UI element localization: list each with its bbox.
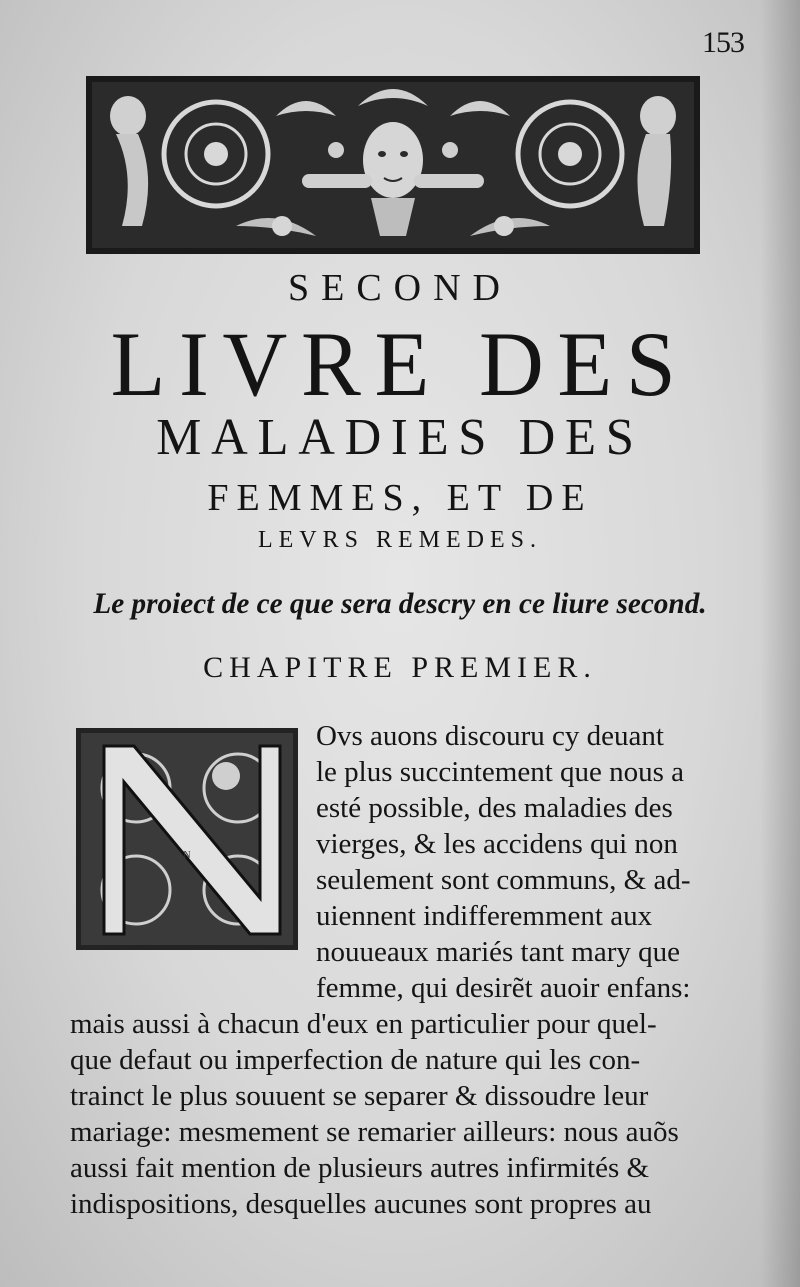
body-line: vierges, & les accidens qui non — [316, 828, 678, 860]
body-line: indispositions, desquelles aucunes sont propres au — [70, 1188, 652, 1220]
chapter-summary: Le proiect de ce que sera descry en ce liure second. — [93, 587, 707, 620]
title-line-femmes-et-de: FEMMES, ET DE — [207, 477, 593, 519]
page-edge-shadow — [760, 0, 800, 1287]
drop-cap-letter: N — [183, 850, 191, 861]
title-line-livre-des: LIVRE DES — [110, 313, 690, 415]
body-line: esté possible, des maladies des — [316, 792, 673, 824]
body-line: trainct le plus souuent se separer & dissoudre leur — [70, 1080, 649, 1112]
title-line-second: SECOND — [287, 267, 513, 309]
body-line: mais aussi à chacun d'eux en particulier pour quel- — [70, 1008, 657, 1040]
chapter-heading: CHAPITRE PREMIER. — [203, 651, 597, 684]
body-line: que defaut ou imperfection de nature qui les con- — [70, 1044, 641, 1076]
page-number: 153 — [702, 26, 744, 59]
body-line: uiennent indifferemment aux — [316, 900, 653, 932]
title-line-maladies-des: MALADIES DES — [156, 409, 644, 466]
body-line: nouueaux mariés tant mary que — [316, 936, 680, 968]
drop-cap-n-ornament — [76, 728, 298, 950]
body-line: seulement sont communs, & ad- — [316, 864, 691, 896]
body-line: mariage: mesmement se remarier ailleurs: nous auõs — [70, 1116, 679, 1148]
headpiece-ornament — [86, 76, 700, 254]
title-line-leurs-remedes: LEVRS REMEDES. — [257, 527, 542, 553]
body-line: Ovs auons discouru cy deuant — [316, 720, 664, 752]
body-line: le plus succintement que nous a — [316, 756, 685, 788]
body-line: femme, qui desirẽt auoir enfans: — [316, 972, 691, 1004]
body-line: aussi fait mention de plusieurs autres infirmités & — [70, 1152, 650, 1184]
